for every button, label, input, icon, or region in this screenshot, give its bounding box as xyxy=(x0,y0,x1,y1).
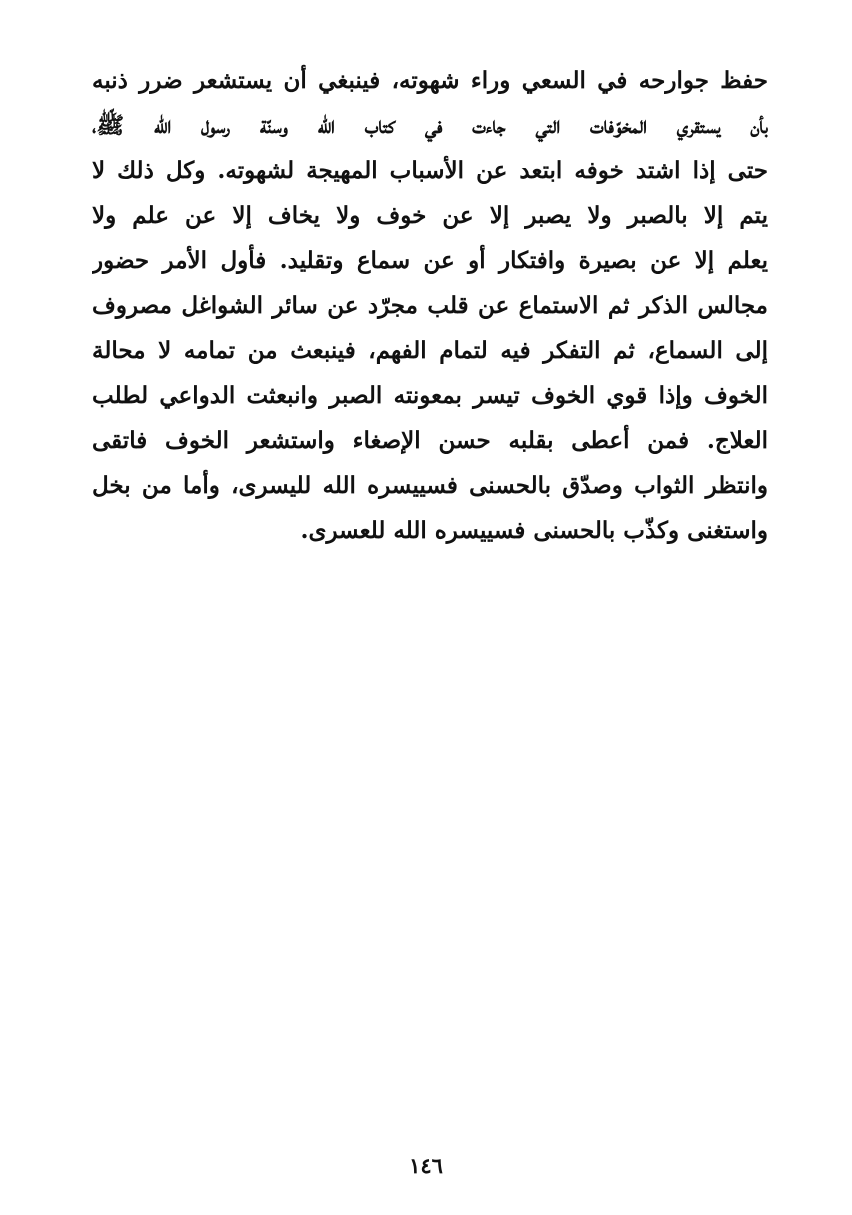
body-text xyxy=(92,58,768,553)
page-number: ١٤٦ xyxy=(409,1153,443,1178)
text-line: بأن يستقري المخوّفات التي جاءت في كتاب الله وسنّة رسول الله ﷺ، xyxy=(92,112,768,139)
text-line: يعلم إلا عن بصيرة وافتكار أو عن سماع وتقليد. فأول الأمر حضور xyxy=(92,247,768,274)
text-line: الخوف وإذا قوي الخوف تيسر بمعونته الصبر وانبعثت الدواعي لطلب xyxy=(92,382,768,409)
text-line: مجالس الذكر ثم الاستماع عن قلب مجرّد عن سائر الشواغل مصروف xyxy=(92,292,768,319)
text-line: حتى إذا اشتد خوفه ابتعد عن الأسباب المهيجة لشهوته. وكل ذلك لا xyxy=(92,157,768,184)
text-line: العلاج. فمن أعطى بقلبه حسن الإصغاء واستشعر الخوف فاتقى xyxy=(92,427,768,454)
text-line: وانتظر الثواب وصدّق بالحسنى فسييسره الله لليسرى، وأما من بخل xyxy=(92,472,768,499)
text-line: واستغنى وكذّب بالحسنى فسييسره الله للعسرى. xyxy=(300,517,768,544)
text-line: حفظ جوارحه في السعي وراء شهوته، فينبغي أن يستشعر ضرر ذنبه xyxy=(92,67,768,94)
text-line: يتم إلا بالصبر ولا يصبر إلا عن خوف ولا يخاف إلا عن علم ولا xyxy=(92,202,768,229)
text-line: إلى السماع، ثم التفكر فيه لتمام الفهم، فينبعث من تمامه لا محالة xyxy=(92,337,768,364)
